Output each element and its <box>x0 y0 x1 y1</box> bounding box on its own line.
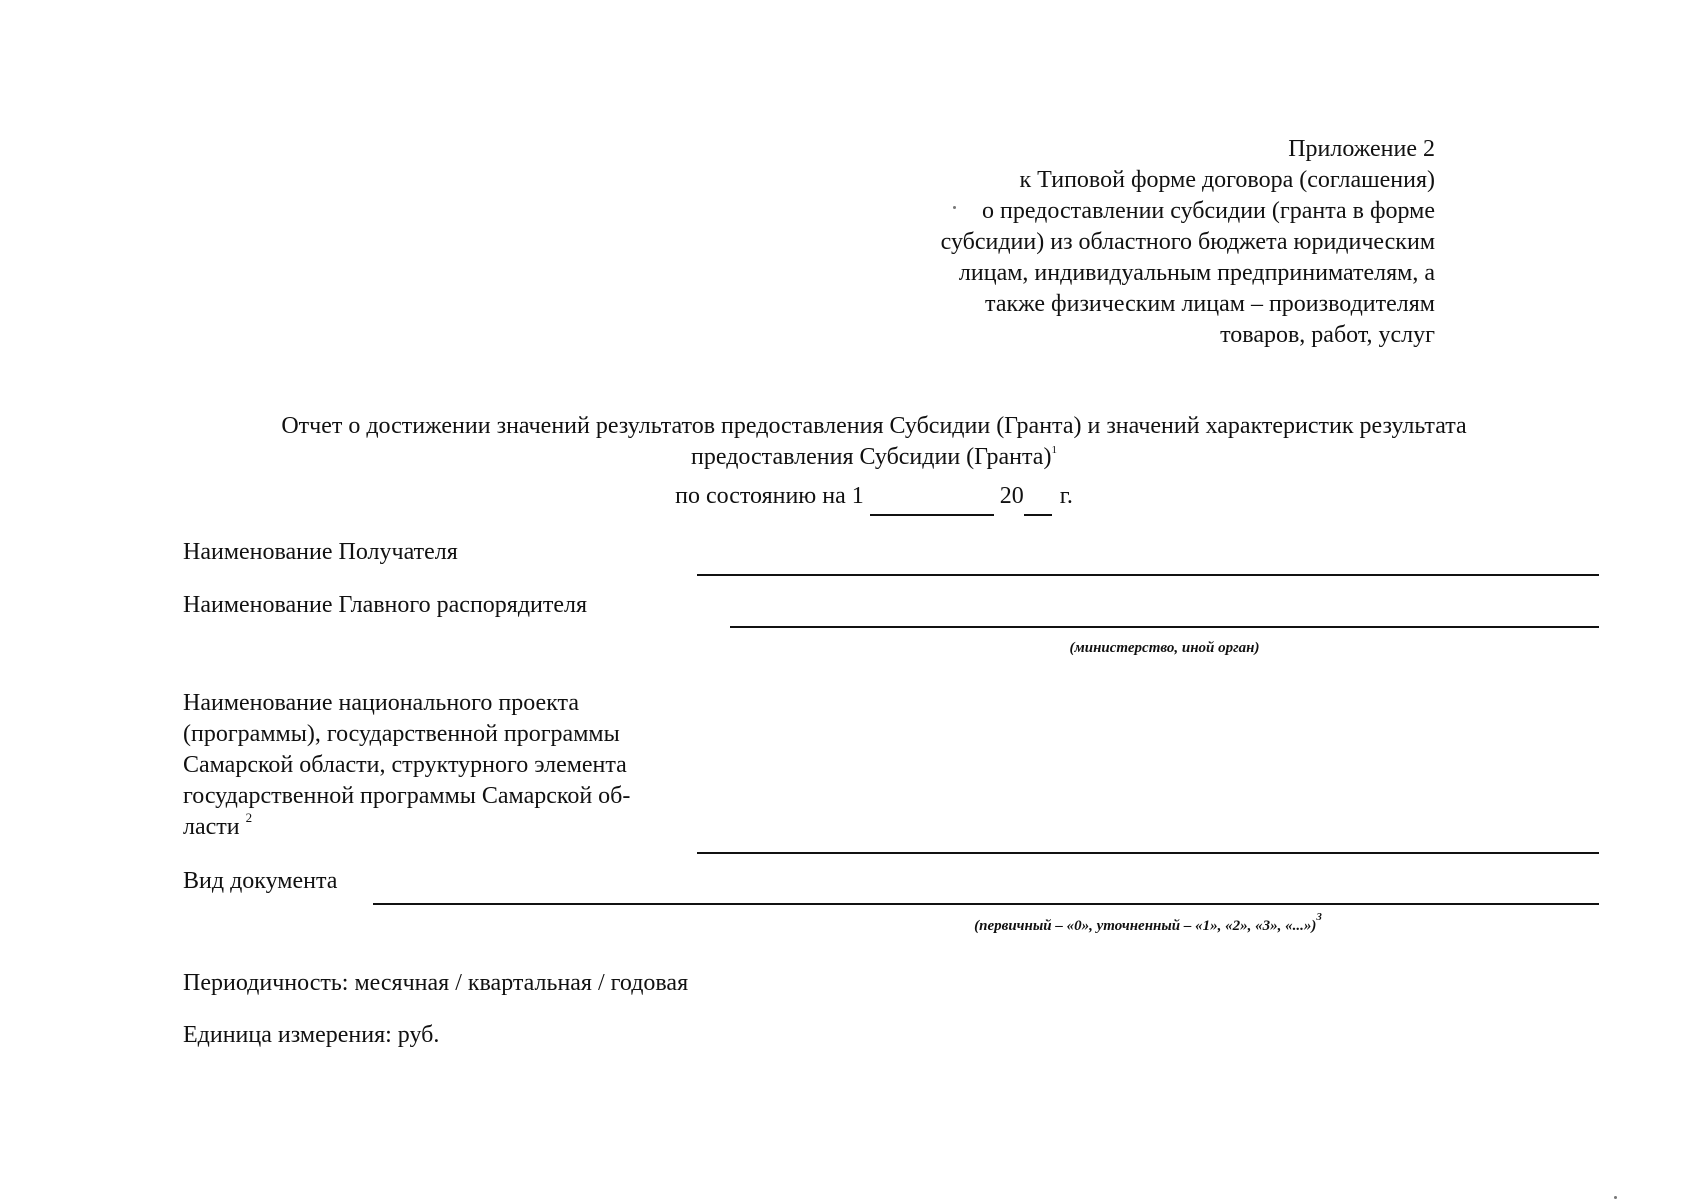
footnote-ref-1: 1 <box>1051 444 1057 456</box>
appendix-line: Приложение 2 <box>1288 136 1435 162</box>
footnote-ref-2: 2 <box>245 810 253 825</box>
as-of-prefix: по состоянию на 1 <box>675 483 864 509</box>
appendix-line: субсидии) из областного бюджета юридическим <box>940 229 1435 255</box>
doc-type-label: Вид документа <box>183 868 338 894</box>
as-of-year: 20 <box>999 483 1024 509</box>
project-label-line-last <box>183 812 703 843</box>
report-title-line2: предоставления Субсидии (Гранта) <box>691 444 1052 470</box>
report-title-line2-wrap <box>150 442 1598 473</box>
appendix-line: также физическим лицам – производителям <box>985 291 1435 317</box>
scan-speck <box>953 206 956 209</box>
doc-type-caption <box>697 911 1599 935</box>
year-blank[interactable] <box>1024 487 1052 516</box>
periodicity-text: Периодичность: месячная / квартальная / годовая <box>183 970 689 996</box>
month-blank[interactable] <box>870 487 994 516</box>
project-label-line: Самарской области, структурного элемента <box>183 752 627 778</box>
appendix-line: лицам, индивидуальным предпринимателям, а <box>958 260 1435 286</box>
scan-speck <box>1614 1196 1617 1199</box>
appendix-line: о предоставлении субсидии (гранта в форме <box>982 198 1435 224</box>
appendix-header <box>941 134 1435 351</box>
unit-text: Единица измерения: руб. <box>183 1022 440 1048</box>
as-of-suffix: г. <box>1059 483 1073 509</box>
report-title <box>150 411 1598 473</box>
project-label-line: ласти <box>183 814 240 840</box>
doc-type-caption-text: (первичный – «0», уточненный – «1», «2», «3», «...») <box>974 918 1317 934</box>
project-label-line: государственной программы Самарской об- <box>183 783 631 809</box>
as-of-date-line <box>150 483 1598 516</box>
recipient-fill-line[interactable] <box>697 574 1599 576</box>
footnote-ref-3: 3 <box>1316 911 1322 923</box>
appendix-line: товаров, работ, услуг <box>1220 322 1435 348</box>
project-label <box>183 688 703 843</box>
project-fill-line[interactable] <box>697 852 1599 854</box>
main-manager-fill-line[interactable] <box>730 626 1599 628</box>
project-label-line: Наименование национального проекта <box>183 690 579 716</box>
project-label-line: (программы), государственной программы <box>183 721 620 747</box>
report-title-line1: Отчет о достижении значений результатов предоставления Субсидии (Гранта) и значений характеристик результата <box>281 413 1467 439</box>
appendix-line: к Типовой форме договора (соглашения) <box>1019 167 1435 193</box>
doc-type-fill-line[interactable] <box>373 903 1599 905</box>
main-manager-caption: (министерство, иной орган) <box>1069 640 1260 656</box>
main-manager-label: Наименование Главного распорядителя <box>183 592 588 618</box>
recipient-label: Наименование Получателя <box>183 539 458 565</box>
